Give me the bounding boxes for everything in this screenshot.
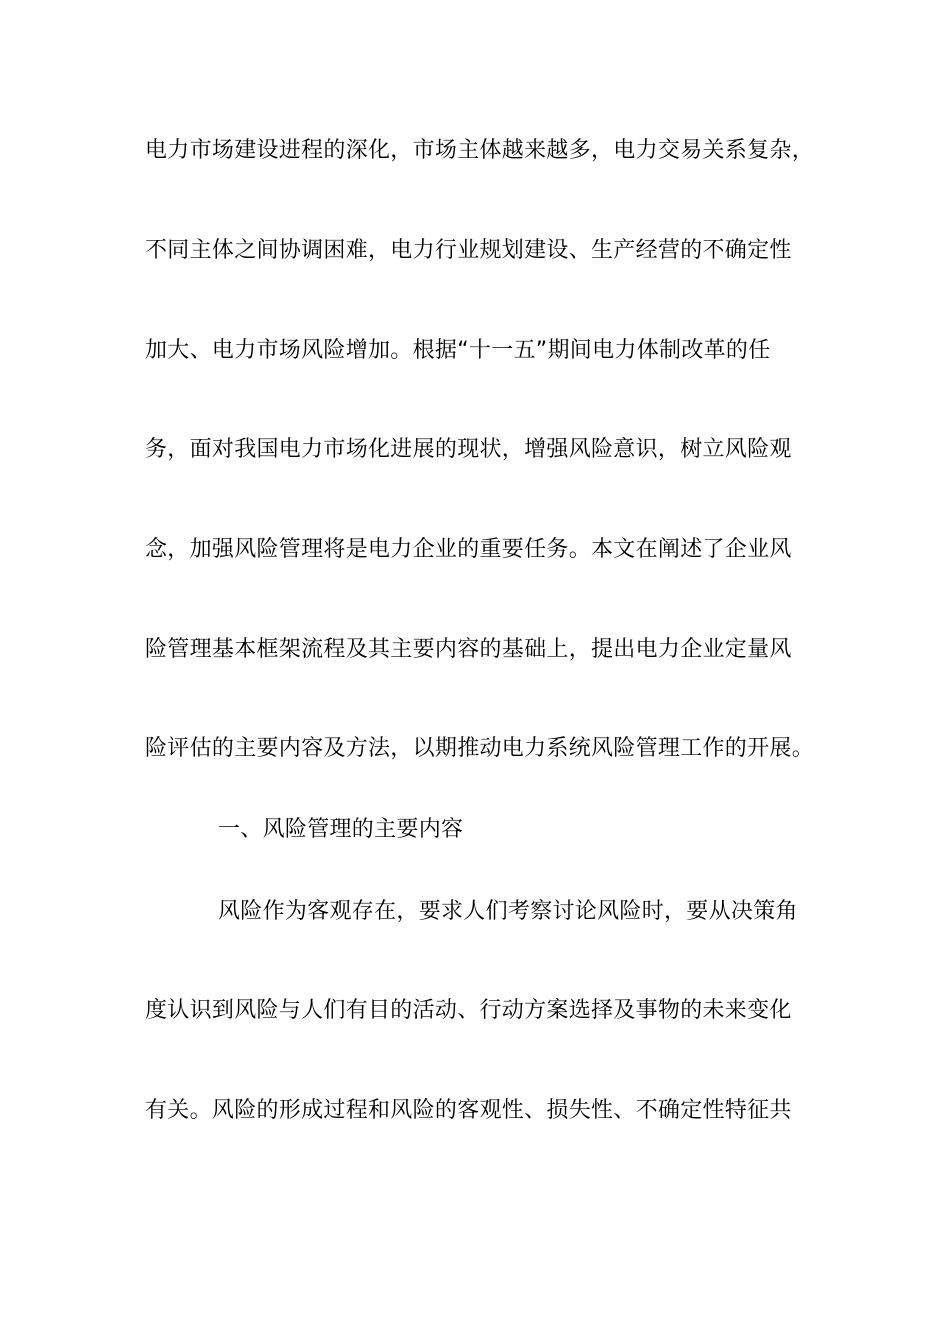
- body-text-line: 念，加强风险管理将是电力企业的重要任务。本文在阐述了企业风: [145, 537, 792, 562]
- body-text-line: 有关。风险的形成过程和风险的客观性、损失性、不确定性特征共: [145, 1098, 792, 1123]
- body-text-line: 务，面对我国电力市场化进展的现状，增强风险意识，树立风险观: [145, 437, 792, 462]
- body-text-line: 不同主体之间协调困难，电力行业规划建设、生产经营的不确定性: [145, 238, 792, 263]
- body-text-line: 风险作为客观存在，要求人们考察讨论风险时，要从决策角: [218, 899, 798, 924]
- body-text-line: 加大、电力市场风险增加。根据“十一五”期间电力体制改革的任: [145, 338, 771, 363]
- body-text-line: 度认识到风险与人们有目的活动、行动方案选择及事物的未来变化: [145, 998, 792, 1023]
- body-text-line: 电力市场建设进程的深化，市场主体越来越多，电力交易关系复杂，: [145, 138, 815, 163]
- body-text-line: 险评估的主要内容及方法，以期推动电力系统风险管理工作的开展。: [145, 736, 815, 761]
- body-text-line: 险管理基本框架流程及其主要内容的基础上，提出电力企业定量风: [145, 637, 792, 662]
- section-heading: 一、风险管理的主要内容: [218, 817, 464, 842]
